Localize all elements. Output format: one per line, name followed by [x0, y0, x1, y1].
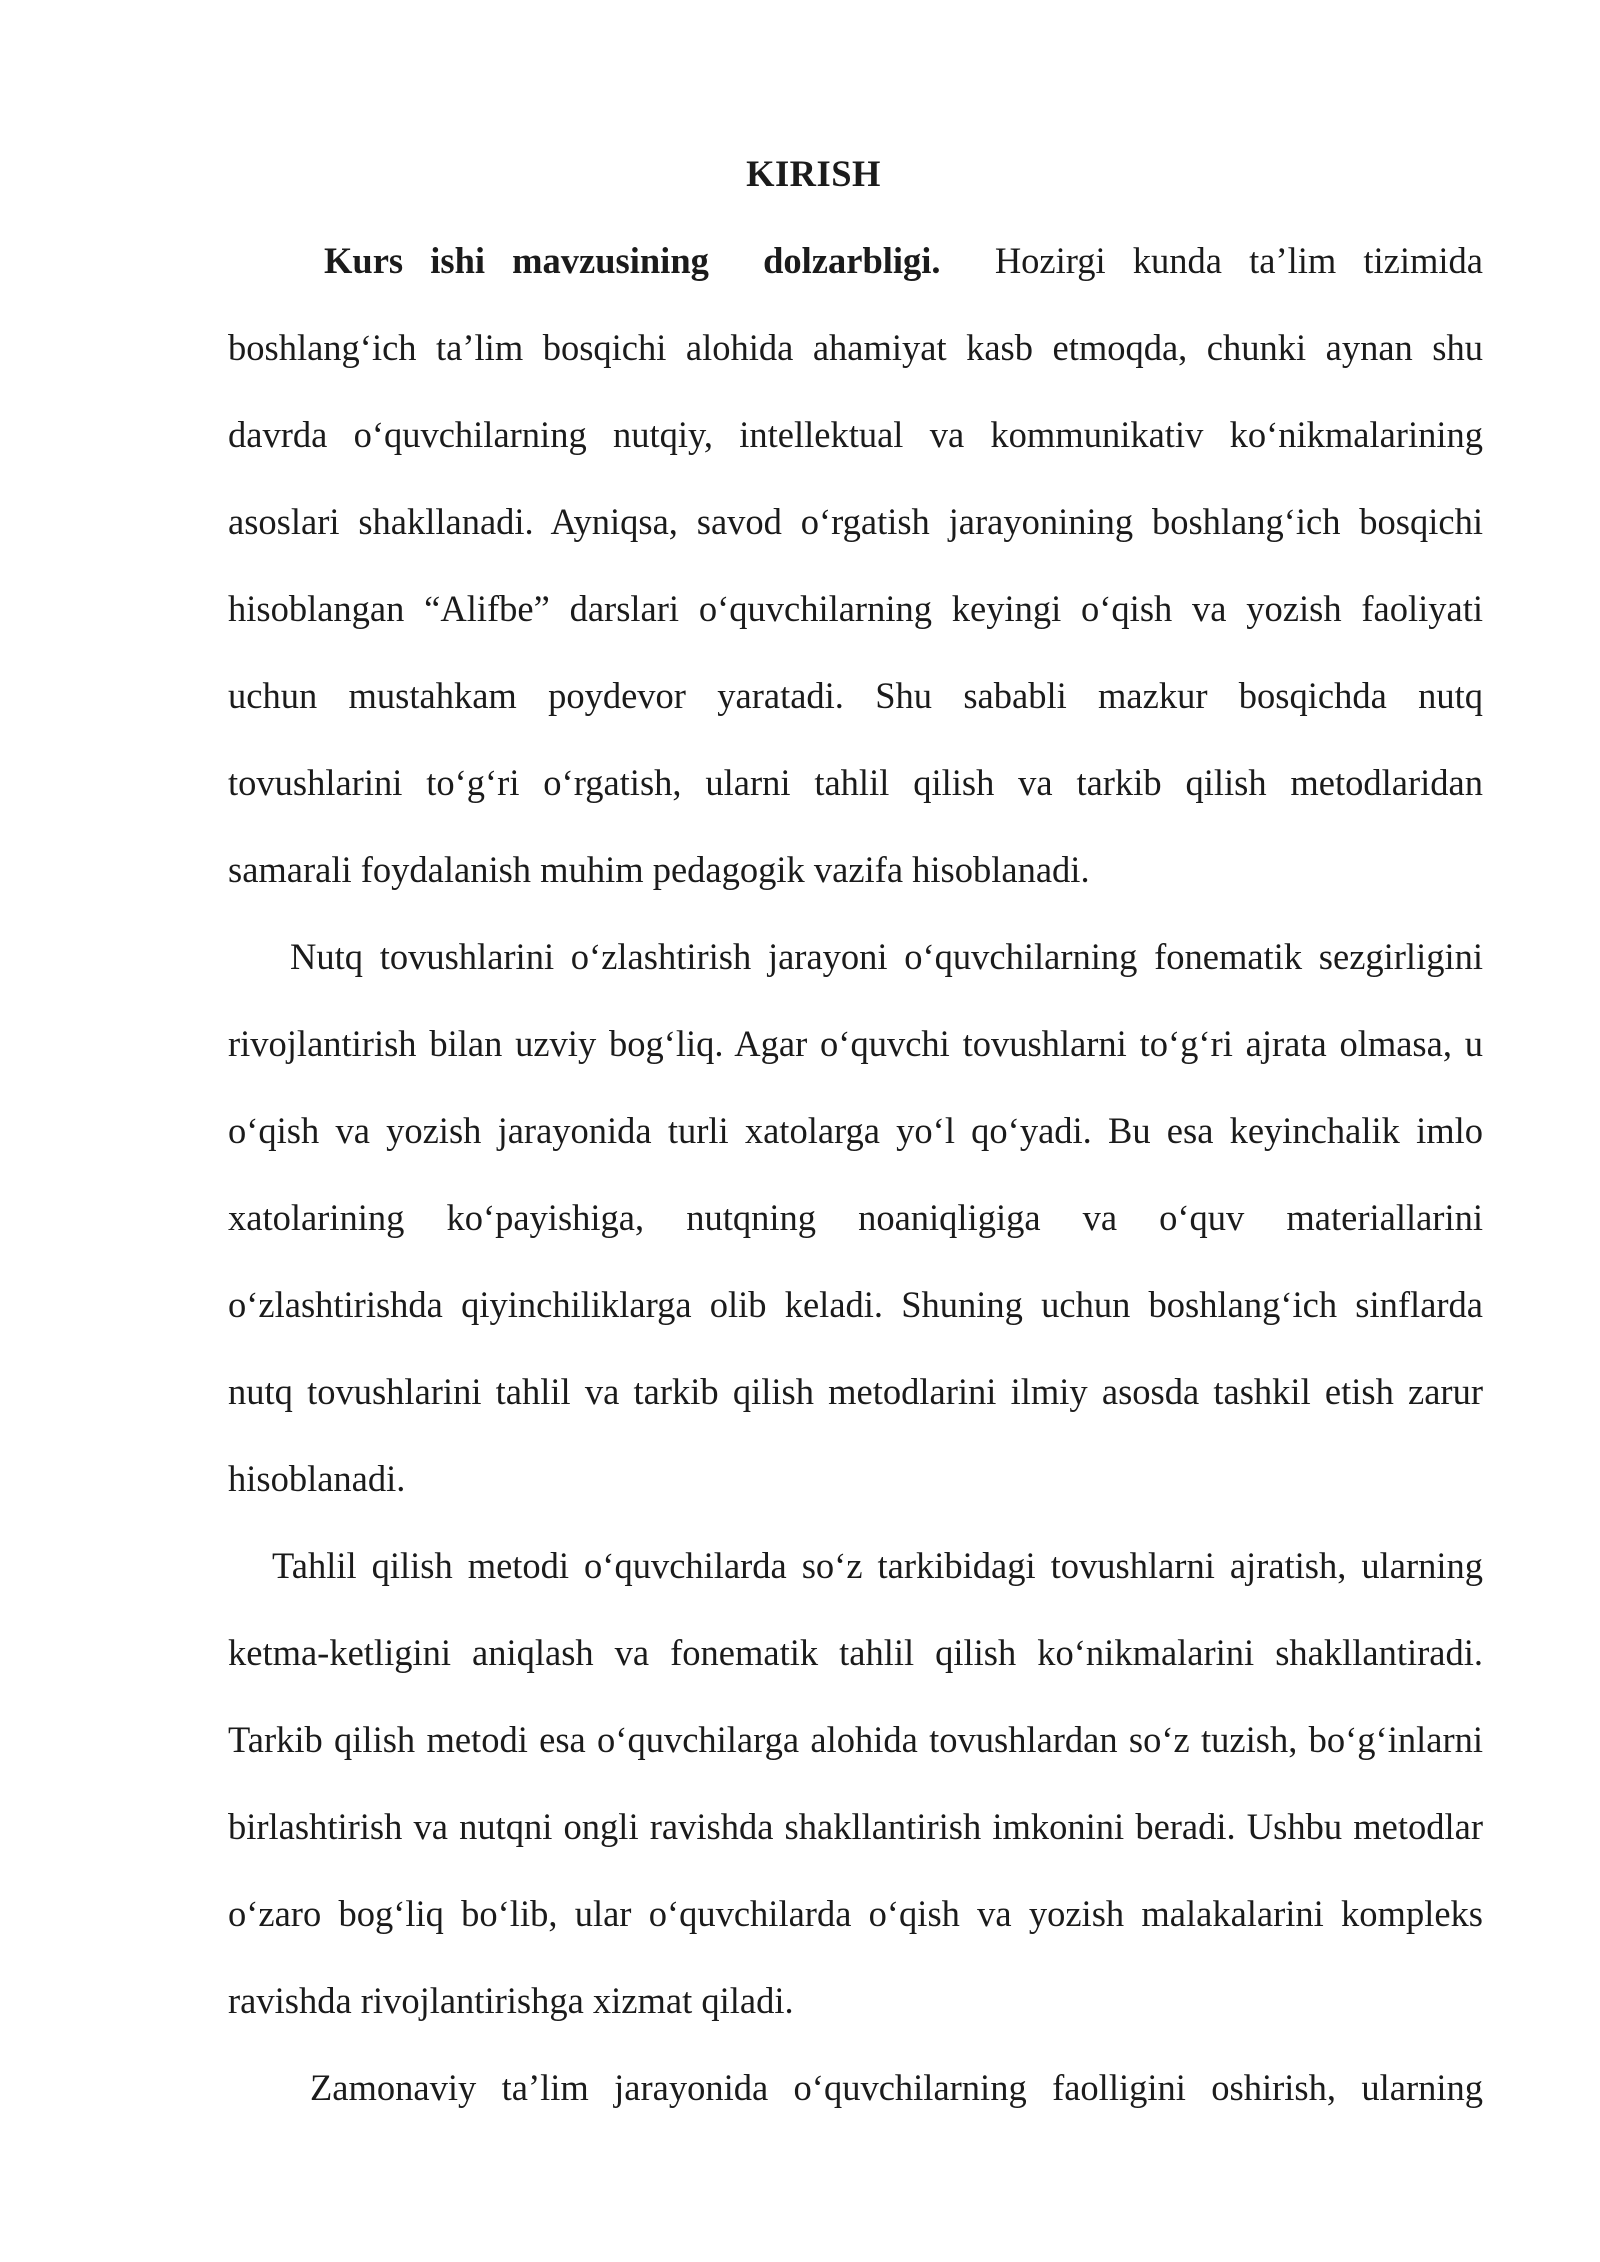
text-line: [228, 1087, 1483, 1174]
document-title: KIRISH: [746, 153, 881, 194]
text-line: [228, 652, 1483, 739]
text-line: [228, 565, 1483, 652]
text-segment: davrda oʻquvchilarning nutqiy, intellektual va kommunikativ koʻnikmalarining: [228, 414, 1483, 455]
paragraph-1: [228, 217, 1483, 913]
text-line: [228, 1609, 1483, 1696]
text-line: [228, 1348, 1483, 1435]
text-line: [228, 739, 1483, 826]
text-line: [228, 1522, 1483, 1609]
text-line: [228, 826, 1483, 913]
text-segment: boshlangʻich ta’lim bosqichi alohida ahamiyat kasb etmoqda, chunki aynan shu: [228, 327, 1483, 368]
text-line: [228, 478, 1483, 565]
paragraph-4: [228, 2044, 1483, 2131]
text-segment: Hozirgi kunda ta’lim tizimida: [940, 240, 1483, 281]
text-line: [228, 1261, 1483, 1348]
paragraph-3: [228, 1522, 1483, 2044]
text-segment: rivojlantirish bilan uzviy bogʻliq. Agar oʻquvchi tovushlarni toʻgʻri ajrata olmasa, u: [228, 1023, 1483, 1064]
text-line: [228, 391, 1483, 478]
text-segment: tovushlarini toʻgʻri oʻrgatish, ularni tahlil qilish va tarkib qilish metodlaridan: [228, 762, 1483, 803]
text-line: [228, 913, 1483, 1000]
text-segment: nutq tovushlarini tahlil va tarkib qilish metodlarini ilmiy asosda tashkil etish zarur: [228, 1371, 1483, 1412]
text-segment: oʻqish va yozish jarayonida turli xatolarga yoʻl qoʻyadi. Bu esa keyinchalik imlo: [228, 1110, 1483, 1151]
text-segment: ravishda rivojlantirishga xizmat qiladi.: [228, 1980, 794, 2021]
text-line: [228, 304, 1483, 391]
text-line: [228, 2044, 1483, 2131]
text-segment: Nutq tovushlarini oʻzlashtirish jarayoni oʻquvchilarning fonematik sezgirligini: [290, 936, 1483, 977]
text-line: [228, 1696, 1483, 1783]
text-segment: ketma-ketligini aniqlash va fonematik tahlil qilish koʻnikmalarini shakllantiradi.: [228, 1632, 1483, 1673]
text-line: [228, 1000, 1483, 1087]
text-segment: birlashtirish va nutqni ongli ravishda shakllantirish imkonini beradi. Ushbu metodlar: [228, 1806, 1483, 1847]
text-segment: asoslari shakllanadi. Ayniqsa, savod oʻrgatish jarayonining boshlangʻich bosqichi: [228, 501, 1483, 542]
text-segment: oʻzlashtirishda qiyinchiliklarga olib keladi. Shuning uchun boshlangʻich sinflarda: [228, 1284, 1483, 1325]
text-segment: Tarkib qilish metodi esa oʻquvchilarga alohida tovushlardan soʻz tuzish, boʻgʻinlarni: [228, 1719, 1483, 1760]
text-line: [228, 1870, 1483, 1957]
bold-text-segment: Kurs ishi mavzusining dolzarbligi.: [324, 240, 941, 281]
text-segment: Zamonaviy ta’lim jarayonida oʻquvchilarning faolligini oshirish, ularning: [310, 2067, 1483, 2108]
document-body: [228, 217, 1483, 2131]
text-segment: hisoblangan “Alifbe” darslari oʻquvchilarning keyingi oʻqish va yozish faoliyati: [228, 588, 1483, 629]
text-segment: Tahlil qilish metodi oʻquvchilarda soʻz tarkibidagi tovushlarni ajratish, ularning: [272, 1545, 1483, 1586]
text-line: [228, 217, 1483, 304]
text-segment: uchun mustahkam poydevor yaratadi. Shu sababli mazkur bosqichda nutq: [228, 675, 1483, 716]
text-line: [228, 1174, 1483, 1261]
text-line: [228, 1435, 1483, 1522]
paragraph-2: [228, 913, 1483, 1522]
text-segment: oʻzaro bogʻliq boʻlib, ular oʻquvchilarda oʻqish va yozish malakalarini kompleks: [228, 1893, 1483, 1934]
text-segment: hisoblanadi.: [228, 1458, 406, 1499]
text-line: [228, 1957, 1483, 2044]
text-segment: xatolarining koʻpayishiga, nutqning noaniqligiga va oʻquv materiallarini: [228, 1197, 1483, 1238]
text-line: [228, 1783, 1483, 1870]
text-segment: samarali foydalanish muhim pedagogik vazifa hisoblanadi.: [228, 849, 1090, 890]
